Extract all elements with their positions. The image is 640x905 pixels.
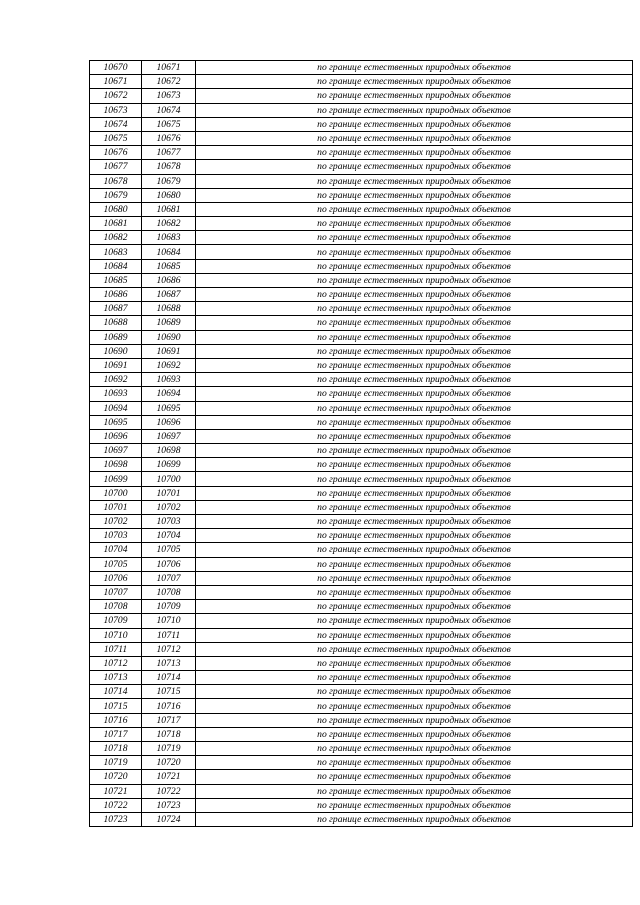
- point-to-cell: 10690: [142, 330, 196, 344]
- point-from-cell: 10700: [90, 486, 142, 500]
- boundary-description-cell: по границе естественных природных объектов: [196, 89, 633, 103]
- point-from-cell: 10703: [90, 529, 142, 543]
- table-row: [90, 529, 633, 543]
- point-to-cell: 10681: [142, 202, 196, 216]
- boundary-description-cell: по границе естественных природных объектов: [196, 742, 633, 756]
- boundary-description-cell: по границе естественных природных объектов: [196, 302, 633, 316]
- boundary-description-cell: по границе естественных природных объектов: [196, 387, 633, 401]
- boundary-description-cell: по границе естественных природных объектов: [196, 273, 633, 287]
- point-from-cell: 10723: [90, 812, 142, 826]
- boundary-description-cell: по границе естественных природных объектов: [196, 75, 633, 89]
- point-from-cell: 10711: [90, 642, 142, 656]
- point-from-cell: 10694: [90, 401, 142, 415]
- table-row: [90, 387, 633, 401]
- table-row: [90, 231, 633, 245]
- point-from-cell: 10704: [90, 543, 142, 557]
- table-row: [90, 188, 633, 202]
- point-from-cell: 10685: [90, 273, 142, 287]
- point-to-cell: 10723: [142, 798, 196, 812]
- table-row: [90, 557, 633, 571]
- table-row: [90, 146, 633, 160]
- document-page: [89, 60, 632, 827]
- point-from-cell: 10697: [90, 444, 142, 458]
- point-from-cell: 10695: [90, 415, 142, 429]
- table-row: [90, 89, 633, 103]
- point-to-cell: 10677: [142, 146, 196, 160]
- point-from-cell: 10714: [90, 685, 142, 699]
- point-to-cell: 10686: [142, 273, 196, 287]
- point-from-cell: 10683: [90, 245, 142, 259]
- boundary-description-cell: по границе естественных природных объектов: [196, 231, 633, 245]
- boundary-description-cell: по границе естественных природных объектов: [196, 188, 633, 202]
- point-from-cell: 10679: [90, 188, 142, 202]
- point-to-cell: 10674: [142, 103, 196, 117]
- point-to-cell: 10705: [142, 543, 196, 557]
- table-body: [90, 61, 633, 827]
- table-row: [90, 742, 633, 756]
- point-to-cell: 10698: [142, 444, 196, 458]
- point-from-cell: 10671: [90, 75, 142, 89]
- boundary-description-cell: по границе естественных природных объектов: [196, 330, 633, 344]
- table-row: [90, 571, 633, 585]
- boundary-description-cell: по границе естественных природных объектов: [196, 131, 633, 145]
- boundary-description-cell: по границе естественных природных объектов: [196, 628, 633, 642]
- table-row: [90, 61, 633, 75]
- table-row: [90, 656, 633, 670]
- table-row: [90, 585, 633, 599]
- table-row: [90, 713, 633, 727]
- boundary-description-cell: по границе естественных природных объектов: [196, 798, 633, 812]
- point-from-cell: 10680: [90, 202, 142, 216]
- boundary-description-cell: по границе естественных природных объектов: [196, 103, 633, 117]
- boundary-description-cell: по границе естественных природных объектов: [196, 699, 633, 713]
- point-from-cell: 10701: [90, 500, 142, 514]
- point-from-cell: 10686: [90, 288, 142, 302]
- point-from-cell: 10682: [90, 231, 142, 245]
- point-to-cell: 10678: [142, 160, 196, 174]
- boundary-description-cell: по границе естественных природных объектов: [196, 344, 633, 358]
- point-to-cell: 10701: [142, 486, 196, 500]
- point-from-cell: 10702: [90, 515, 142, 529]
- point-to-cell: 10722: [142, 784, 196, 798]
- point-from-cell: 10674: [90, 117, 142, 131]
- point-to-cell: 10682: [142, 217, 196, 231]
- point-from-cell: 10716: [90, 713, 142, 727]
- point-to-cell: 10676: [142, 131, 196, 145]
- boundary-description-cell: по границе естественных природных объектов: [196, 770, 633, 784]
- table-row: [90, 671, 633, 685]
- point-to-cell: 10718: [142, 727, 196, 741]
- boundary-description-cell: по границе естественных природных объектов: [196, 515, 633, 529]
- point-to-cell: 10671: [142, 61, 196, 75]
- point-from-cell: 10715: [90, 699, 142, 713]
- point-from-cell: 10717: [90, 727, 142, 741]
- point-to-cell: 10680: [142, 188, 196, 202]
- boundary-description-cell: по границе естественных природных объектов: [196, 784, 633, 798]
- boundary-description-cell: по границе естественных природных объектов: [196, 174, 633, 188]
- table-row: [90, 245, 633, 259]
- table-row: [90, 75, 633, 89]
- point-to-cell: 10697: [142, 429, 196, 443]
- table-row: [90, 344, 633, 358]
- boundary-description-cell: по границе естественных природных объектов: [196, 245, 633, 259]
- boundary-description-cell: по границе естественных природных объектов: [196, 288, 633, 302]
- point-from-cell: 10721: [90, 784, 142, 798]
- boundary-description-cell: по границе естественных природных объектов: [196, 756, 633, 770]
- point-from-cell: 10676: [90, 146, 142, 160]
- point-from-cell: 10706: [90, 571, 142, 585]
- boundary-description-cell: по границе естественных природных объектов: [196, 316, 633, 330]
- point-from-cell: 10710: [90, 628, 142, 642]
- boundary-description-cell: по границе естественных природных объектов: [196, 117, 633, 131]
- table-row: [90, 302, 633, 316]
- point-to-cell: 10673: [142, 89, 196, 103]
- point-to-cell: 10704: [142, 529, 196, 543]
- point-from-cell: 10691: [90, 358, 142, 372]
- point-to-cell: 10692: [142, 358, 196, 372]
- point-to-cell: 10706: [142, 557, 196, 571]
- point-to-cell: 10715: [142, 685, 196, 699]
- table-row: [90, 160, 633, 174]
- point-to-cell: 10689: [142, 316, 196, 330]
- table-row: [90, 444, 633, 458]
- point-to-cell: 10707: [142, 571, 196, 585]
- table-row: [90, 500, 633, 514]
- boundary-description-cell: по границе естественных природных объектов: [196, 812, 633, 826]
- point-from-cell: 10673: [90, 103, 142, 117]
- point-to-cell: 10695: [142, 401, 196, 415]
- table-row: [90, 486, 633, 500]
- point-to-cell: 10712: [142, 642, 196, 656]
- point-to-cell: 10687: [142, 288, 196, 302]
- point-to-cell: 10693: [142, 373, 196, 387]
- boundary-table: [89, 60, 633, 827]
- boundary-description-cell: по границе естественных природных объектов: [196, 713, 633, 727]
- point-from-cell: 10722: [90, 798, 142, 812]
- point-to-cell: 10696: [142, 415, 196, 429]
- table-row: [90, 288, 633, 302]
- point-to-cell: 10684: [142, 245, 196, 259]
- table-row: [90, 131, 633, 145]
- point-to-cell: 10679: [142, 174, 196, 188]
- point-from-cell: 10713: [90, 671, 142, 685]
- point-to-cell: 10711: [142, 628, 196, 642]
- boundary-description-cell: по границе естественных природных объектов: [196, 61, 633, 75]
- table-row: [90, 103, 633, 117]
- point-to-cell: 10716: [142, 699, 196, 713]
- boundary-description-cell: по границе естественных природных объектов: [196, 600, 633, 614]
- table-row: [90, 798, 633, 812]
- table-row: [90, 543, 633, 557]
- point-to-cell: 10721: [142, 770, 196, 784]
- point-to-cell: 10699: [142, 458, 196, 472]
- table-row: [90, 217, 633, 231]
- point-from-cell: 10688: [90, 316, 142, 330]
- point-from-cell: 10707: [90, 585, 142, 599]
- boundary-description-cell: по границе естественных природных объектов: [196, 259, 633, 273]
- table-row: [90, 812, 633, 826]
- boundary-description-cell: по границе естественных природных объектов: [196, 529, 633, 543]
- point-from-cell: 10672: [90, 89, 142, 103]
- table-row: [90, 415, 633, 429]
- point-from-cell: 10712: [90, 656, 142, 670]
- boundary-description-cell: по границе естественных природных объектов: [196, 614, 633, 628]
- point-from-cell: 10696: [90, 429, 142, 443]
- table-row: [90, 401, 633, 415]
- point-to-cell: 10703: [142, 515, 196, 529]
- table-row: [90, 358, 633, 372]
- boundary-description-cell: по границе естественных природных объектов: [196, 486, 633, 500]
- table-row: [90, 273, 633, 287]
- point-to-cell: 10694: [142, 387, 196, 401]
- point-to-cell: 10688: [142, 302, 196, 316]
- boundary-description-cell: по границе естественных природных объектов: [196, 444, 633, 458]
- point-from-cell: 10699: [90, 472, 142, 486]
- point-from-cell: 10720: [90, 770, 142, 784]
- point-from-cell: 10698: [90, 458, 142, 472]
- point-from-cell: 10693: [90, 387, 142, 401]
- table-row: [90, 756, 633, 770]
- table-row: [90, 330, 633, 344]
- point-to-cell: 10724: [142, 812, 196, 826]
- table-row: [90, 458, 633, 472]
- point-from-cell: 10705: [90, 557, 142, 571]
- boundary-description-cell: по границе естественных природных объектов: [196, 429, 633, 443]
- point-from-cell: 10687: [90, 302, 142, 316]
- point-to-cell: 10691: [142, 344, 196, 358]
- boundary-description-cell: по границе естественных природных объектов: [196, 472, 633, 486]
- point-to-cell: 10710: [142, 614, 196, 628]
- point-to-cell: 10700: [142, 472, 196, 486]
- boundary-description-cell: по границе естественных природных объектов: [196, 727, 633, 741]
- boundary-description-cell: по границе естественных природных объектов: [196, 585, 633, 599]
- boundary-description-cell: по границе естественных природных объектов: [196, 202, 633, 216]
- table-row: [90, 600, 633, 614]
- point-to-cell: 10708: [142, 585, 196, 599]
- point-to-cell: 10675: [142, 117, 196, 131]
- table-row: [90, 316, 633, 330]
- table-row: [90, 429, 633, 443]
- table-row: [90, 699, 633, 713]
- point-from-cell: 10690: [90, 344, 142, 358]
- table-row: [90, 727, 633, 741]
- boundary-description-cell: по границе естественных природных объектов: [196, 160, 633, 174]
- table-row: [90, 784, 633, 798]
- point-to-cell: 10709: [142, 600, 196, 614]
- point-to-cell: 10719: [142, 742, 196, 756]
- table-row: [90, 259, 633, 273]
- point-to-cell: 10672: [142, 75, 196, 89]
- boundary-description-cell: по границе естественных природных объектов: [196, 543, 633, 557]
- boundary-description-cell: по границе естественных природных объектов: [196, 415, 633, 429]
- point-to-cell: 10713: [142, 656, 196, 670]
- table-row: [90, 202, 633, 216]
- boundary-description-cell: по границе естественных природных объектов: [196, 671, 633, 685]
- point-from-cell: 10709: [90, 614, 142, 628]
- point-from-cell: 10681: [90, 217, 142, 231]
- point-from-cell: 10684: [90, 259, 142, 273]
- point-to-cell: 10702: [142, 500, 196, 514]
- table-row: [90, 117, 633, 131]
- point-to-cell: 10685: [142, 259, 196, 273]
- boundary-description-cell: по границе естественных природных объектов: [196, 146, 633, 160]
- boundary-description-cell: по границе естественных природных объектов: [196, 642, 633, 656]
- boundary-description-cell: по границе естественных природных объектов: [196, 685, 633, 699]
- boundary-description-cell: по границе естественных природных объектов: [196, 373, 633, 387]
- boundary-description-cell: по границе естественных природных объектов: [196, 656, 633, 670]
- boundary-description-cell: по границе естественных природных объектов: [196, 401, 633, 415]
- point-from-cell: 10677: [90, 160, 142, 174]
- point-to-cell: 10714: [142, 671, 196, 685]
- table-row: [90, 515, 633, 529]
- point-from-cell: 10675: [90, 131, 142, 145]
- table-row: [90, 174, 633, 188]
- boundary-description-cell: по границе естественных природных объектов: [196, 358, 633, 372]
- point-from-cell: 10719: [90, 756, 142, 770]
- boundary-description-cell: по границе естественных природных объектов: [196, 557, 633, 571]
- point-from-cell: 10670: [90, 61, 142, 75]
- point-to-cell: 10683: [142, 231, 196, 245]
- table-row: [90, 642, 633, 656]
- point-from-cell: 10678: [90, 174, 142, 188]
- boundary-description-cell: по границе естественных природных объектов: [196, 571, 633, 585]
- point-from-cell: 10692: [90, 373, 142, 387]
- point-to-cell: 10717: [142, 713, 196, 727]
- table-row: [90, 373, 633, 387]
- table-row: [90, 472, 633, 486]
- table-row: [90, 628, 633, 642]
- point-to-cell: 10720: [142, 756, 196, 770]
- point-from-cell: 10708: [90, 600, 142, 614]
- table-row: [90, 685, 633, 699]
- boundary-description-cell: по границе естественных природных объектов: [196, 217, 633, 231]
- point-from-cell: 10718: [90, 742, 142, 756]
- point-from-cell: 10689: [90, 330, 142, 344]
- boundary-description-cell: по границе естественных природных объектов: [196, 458, 633, 472]
- boundary-description-cell: по границе естественных природных объектов: [196, 500, 633, 514]
- table-row: [90, 770, 633, 784]
- table-row: [90, 614, 633, 628]
